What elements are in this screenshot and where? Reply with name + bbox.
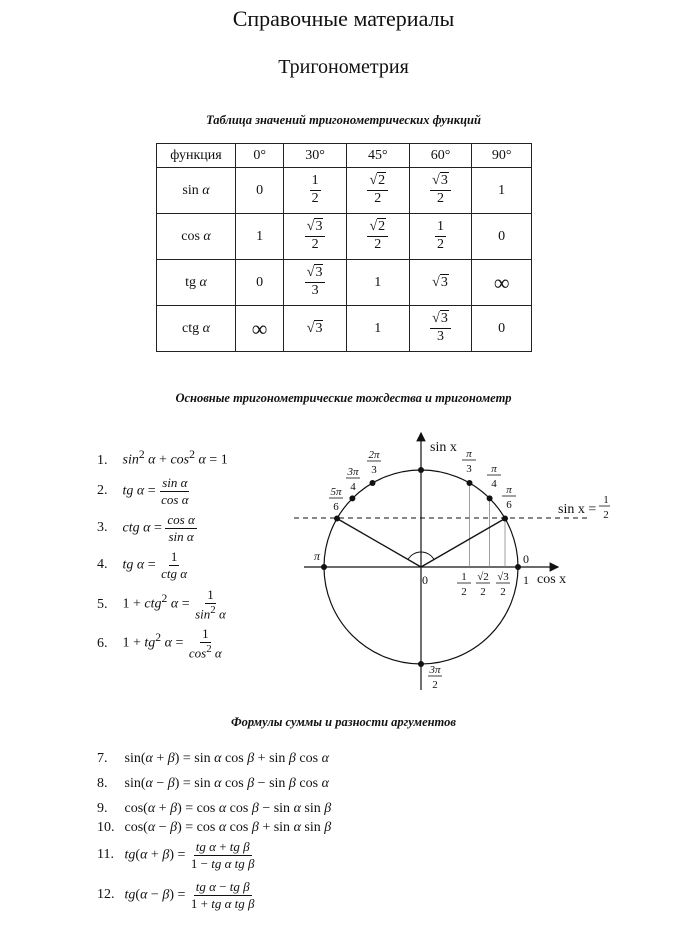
line-label-fraction (599, 494, 610, 521)
sum-formula-item: 12. tg(α − β) = $\frac{\text{tg α − tg β}}{\text{1 + tg α tg β}}$ (97, 879, 255, 911)
table-cell: 1 (346, 306, 409, 352)
column-header: 60° (409, 144, 472, 168)
svg-text:2: 2 (480, 586, 486, 598)
table-cell: $\frac{√2}{2}$ (346, 214, 409, 260)
table-cell: $\frac{√3}{2}$ (284, 214, 347, 260)
svg-text:3π: 3π (347, 466, 359, 478)
table-cell: √3 (409, 260, 472, 306)
table-caption: Таблица значений тригонометрических функций (206, 113, 481, 127)
table-cell: $\frac{√2}{2}$ (346, 168, 409, 214)
svg-text:6: 6 (506, 499, 512, 511)
svg-text:4: 4 (491, 478, 497, 490)
x-tick-label (476, 571, 490, 598)
svg-text:2: 2 (461, 586, 467, 598)
table-cell: ∞ (472, 260, 532, 306)
angle-label (487, 463, 501, 490)
line-label: sin x = (558, 502, 597, 517)
table-cell: 0 (472, 306, 532, 352)
sum-formula-item: 8. sin(α − β) = sin α cos β − sin β cos α (97, 776, 329, 791)
angle-label (428, 664, 442, 691)
row-function: sin α (157, 168, 236, 214)
table-cell: $\frac{1}{2}$ (409, 214, 472, 260)
column-header: функция (157, 144, 236, 168)
table-cell: $\frac{√3}{3}$ (409, 306, 472, 352)
sums-caption: Формулы суммы и разности аргументов (231, 715, 456, 729)
svg-text:3: 3 (371, 464, 377, 476)
svg-text:3: 3 (466, 463, 472, 475)
identity-item: 3. ctg α = $\frac{\text{cos α}}{\text{sin α}}$ (97, 512, 195, 544)
row-function: cos α (157, 214, 236, 260)
identity-item: 4. tg α = $\frac{1}{\text{ctg α}}$ (97, 549, 188, 581)
column-header: 90° (472, 144, 532, 168)
table-cell: 1 (472, 168, 532, 214)
table-header-row (157, 144, 532, 168)
pi-label: π (314, 549, 321, 563)
sum-formula-item: 10. cos(α − β) = cos α cos β + sin α sin β (97, 820, 332, 835)
sum-formula-item: 9. cos(α + β) = cos α cos β − sin α sin β (97, 801, 332, 816)
angle-label (502, 484, 516, 511)
identity-item: 6. $1 + tg^2$ α = $\frac{1}{\cos^2 \alpha}$ (97, 626, 222, 660)
identities-caption: Основные тригонометрические тождества и тригонометр (175, 391, 512, 405)
table-cell: 1 (346, 260, 409, 306)
svg-text:2: 2 (603, 509, 609, 521)
right-one-label: 1 (523, 573, 529, 587)
table-row (157, 306, 532, 352)
sum-formula-item: 11. tg(α + β) = $\frac{\text{tg α + tg β}}{\text{1 − tg α tg β}}$ (97, 839, 255, 871)
svg-text:π: π (491, 463, 497, 475)
page-title: Справочные материалы (232, 6, 455, 31)
table-cell: $\frac{√3}{3}$ (284, 260, 347, 306)
column-header: 45° (346, 144, 409, 168)
column-header: 30° (284, 144, 347, 168)
origin-label: 0 (422, 573, 428, 587)
right-zero-label: 0 (523, 552, 529, 566)
table-cell: ∞ (236, 306, 284, 352)
row-function: tg α (157, 260, 236, 306)
svg-text:4: 4 (350, 481, 356, 493)
table-cell: $\frac{√3}{2}$ (409, 168, 472, 214)
page-subtitle: Тригонометрия (278, 56, 409, 78)
x-axis-label: cos x (537, 572, 567, 587)
svg-text:1: 1 (603, 494, 609, 506)
row-function: ctg α (157, 306, 236, 352)
svg-text:π: π (466, 448, 472, 460)
svg-text:√2: √2 (477, 571, 489, 583)
svg-text:√3: √3 (497, 571, 509, 583)
svg-text:2: 2 (500, 586, 506, 598)
identity-item: 1. $\sin^2 \alpha + \cos^2 \alpha = 1$ (97, 448, 228, 468)
angle-label (367, 449, 381, 476)
identity-item: 5. 1 + ctg$^2$ α = $\frac{1}{\sin^2 \alpha}$ (97, 587, 226, 621)
table-cell: 1 (236, 214, 284, 260)
svg-text:3π: 3π (429, 664, 441, 676)
svg-text:π: π (506, 484, 512, 496)
y-axis-label: sin x (430, 440, 457, 455)
table-cell: √3 (284, 306, 347, 352)
svg-text:2: 2 (432, 679, 438, 691)
table-cell: 0 (472, 214, 532, 260)
table-cell: 0 (236, 260, 284, 306)
trig-values-table (156, 143, 532, 352)
svg-text:5π: 5π (330, 486, 342, 498)
angle-label (462, 448, 476, 475)
table-row (157, 168, 532, 214)
svg-text:2π: 2π (368, 449, 380, 461)
table-row (157, 214, 532, 260)
identity-item: 2. tg α = $\frac{\text{sin α}}{\text{cos α}}$ (97, 475, 189, 507)
column-header: 0° (236, 144, 284, 168)
table-cell: $\frac{1}{2}$ (284, 168, 347, 214)
table-row (157, 260, 532, 306)
angle-label (346, 466, 360, 493)
sum-formula-item: 7. sin(α + β) = sin α cos β + sin β cos α (97, 751, 329, 766)
table-cell: 0 (236, 168, 284, 214)
x-tick-label (457, 571, 471, 598)
x-tick-label (496, 571, 510, 598)
unit-circle-diagram (290, 425, 610, 695)
angle-label (329, 486, 343, 513)
svg-text:6: 6 (333, 501, 339, 513)
svg-text:1: 1 (461, 571, 467, 583)
